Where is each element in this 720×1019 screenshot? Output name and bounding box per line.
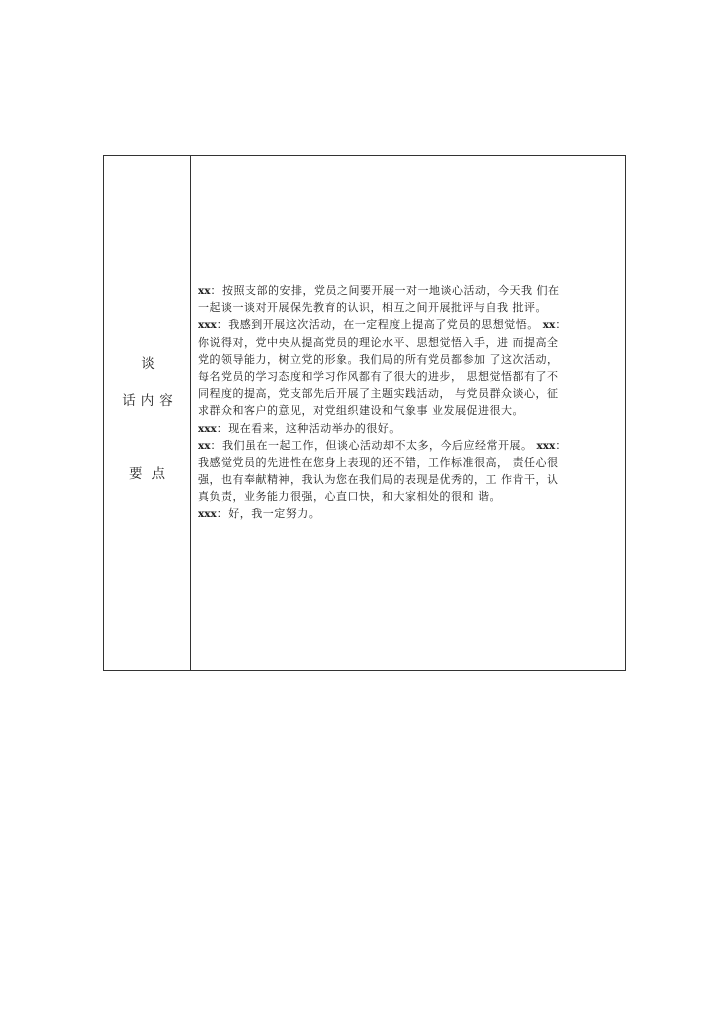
conversation-line xyxy=(198,454,622,471)
speech-text: 每名党员的学习态度和学习作风都有了很大的进步， 思想觉悟都有了不 xyxy=(198,369,559,383)
speech-text: 你说得对，党中央从提高党员的理论水平、思想觉悟入手，进 而提高全 xyxy=(198,335,559,349)
speech-text: ：我感到开展这次活动，在一定程度上提高了党员的思想觉悟。 xyxy=(216,318,543,332)
label-line-2: 话内容 xyxy=(122,393,178,409)
conversation-text xyxy=(198,282,622,523)
conversation-line xyxy=(198,351,622,368)
label-line-3: 要点 xyxy=(129,466,174,482)
conversation-line xyxy=(198,385,622,402)
speech-text: 真负责，业务能力很强，心直口快，和大家相处的很和 谐。 xyxy=(198,490,501,504)
conversation-line xyxy=(198,420,622,437)
conversation-line xyxy=(198,282,622,299)
speech-text: ： xyxy=(555,438,567,452)
speech-text: 我感觉党员的先进性在您身上表现的还不错，工作标准很高， 责任心很 xyxy=(198,455,559,469)
label-cell xyxy=(104,156,191,670)
conversation-line xyxy=(198,316,622,333)
content-cell xyxy=(191,156,625,670)
conversation-line xyxy=(198,368,622,385)
speech-text: ：现在看来，这种活动举办的很好。 xyxy=(216,421,401,435)
speech-text: 求群众和客户的意见，对党组织建设和气象事 业发展促进很大。 xyxy=(198,404,524,418)
speaker-label: xxx xyxy=(198,508,217,521)
conversation-line xyxy=(198,334,622,351)
speaker-label: xxx xyxy=(536,439,556,452)
speech-text: 强，也有奉献精神，我认为您在我们局的表现是优秀的，工 作肯干，认 xyxy=(198,473,559,487)
conversation-line xyxy=(198,437,622,454)
label-line-1: 谈 xyxy=(141,356,155,372)
speech-text: 一起谈一谈对开展保先教育的认识，相互之间开展批评与自我 批评。 xyxy=(198,301,547,315)
speech-text: ：按照支部的安排，党员之间要开展一对一地谈心活动，今天我 们在 xyxy=(210,284,560,297)
speaker-label: xxx xyxy=(198,422,217,435)
conversation-line xyxy=(198,505,622,522)
speaker-label: xxx xyxy=(198,319,217,332)
speech-text: ： xyxy=(555,318,567,332)
conversation-line xyxy=(198,471,622,488)
speaker-label: xx xyxy=(542,319,556,332)
speaker-label: xx xyxy=(198,285,211,297)
speech-text: 党的领导能力，树立党的形象。我们局的所有党员都参加 了这次活动， xyxy=(198,352,559,366)
conversation-line xyxy=(198,402,622,419)
conversation-line xyxy=(198,488,622,505)
conversation-line xyxy=(198,299,622,316)
speech-text: ：我们虽在一起工作，但谈心活动却不太多，今后应经常开展。 xyxy=(210,438,537,452)
speech-text: ：好，我一定努力。 xyxy=(216,507,321,521)
talk-record-table xyxy=(103,155,626,671)
speech-text: 同程度的提高，党支部先后开展了主题实践活动， 与党员群众谈心，征 xyxy=(198,387,559,401)
speaker-label: xx xyxy=(198,439,211,452)
